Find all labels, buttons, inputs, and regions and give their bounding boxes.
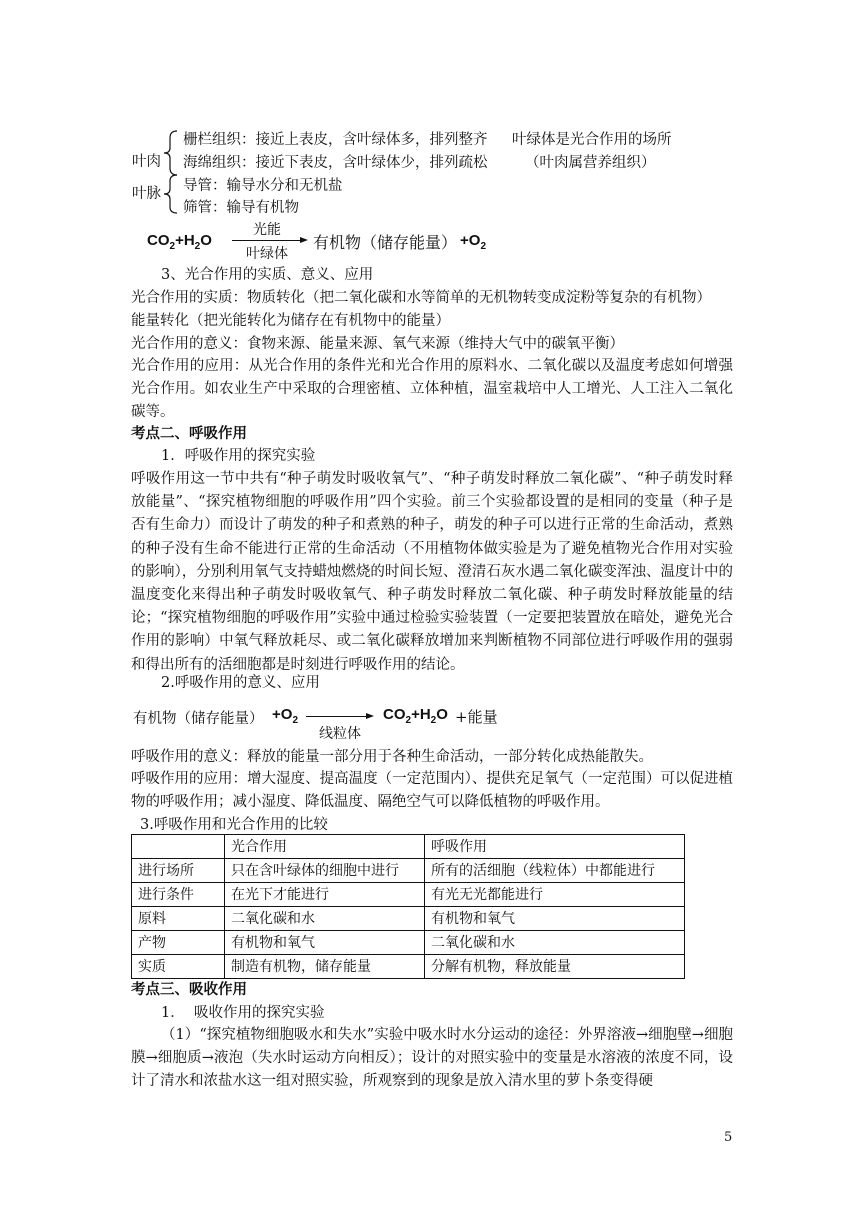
vein-label: 叶脉: [132, 186, 161, 202]
leaf-label: 叶肉: [132, 154, 161, 170]
comparison-title: 3.呼吸作用和光合作用的比较: [140, 817, 328, 833]
table-row: [132, 955, 685, 979]
table-cell: 光合作用: [225, 835, 425, 859]
keypoint2-sub1: 1．呼吸作用的探究实验: [161, 448, 316, 464]
table-cell: 二氧化碳和水: [425, 931, 685, 955]
table-row: [132, 835, 685, 859]
photo-meaning: 光合作用的意义：食物来源、能量来源、氧气来源（维持大气中的碳氧平衡）: [131, 336, 624, 352]
photo-eq-oxygen: $+O_2$: [460, 232, 486, 252]
resp-eq-condition-mitochondria: 线粒体: [319, 726, 361, 742]
keypoint2-title: 考点二、呼吸作用: [131, 425, 247, 442]
table-cell: 只在含叶绿体的细胞中进行: [225, 859, 425, 883]
table-cell: 所有的活细胞（线粒体）中都能进行: [425, 859, 685, 883]
leaf-palisade: 栅栏组织：接近上表皮，含叶绿体多，排列整齐: [183, 132, 488, 148]
table-cell: 实质: [132, 955, 225, 979]
section3-title: 3、光合作用的实质、意义、应用: [161, 267, 374, 283]
vein-brace-icon: [163, 174, 179, 214]
resp-eq-energy: +能量: [455, 708, 498, 726]
vein-phloem: 筛管：输导有机物: [183, 200, 299, 216]
photo-eq-condition-chloroplast: 叶绿体: [246, 246, 288, 262]
resp-eq-oxygen: $+O_2$: [272, 706, 298, 726]
photo-eq-arrow: [232, 240, 302, 241]
leaf-spongy: 海绵组织：接近下表皮，含叶绿体少，排列疏松: [183, 155, 488, 171]
photo-eq-condition-light: 光能: [253, 222, 281, 238]
table-cell: 原料: [132, 907, 225, 931]
photo-eq-product: 有机物（储存能量）: [313, 233, 458, 252]
table-cell: 进行场所: [132, 859, 225, 883]
table-row: [132, 883, 685, 907]
keypoint3-sub1: 1． 吸收作用的探究实验: [161, 1005, 325, 1021]
page-number: 5: [724, 1130, 733, 1145]
table-cell: 呼吸作用: [425, 835, 685, 859]
table-cell: 分解有机物，释放能量: [425, 955, 685, 979]
leaf-note-chloroplast: 叶绿体是光合作用的场所: [512, 132, 672, 148]
table-cell: 产物: [132, 931, 225, 955]
photo-essence-matter: 光合作用的实质：物质转化（把二氧化碳和水等简单的无机物转变成淀粉等复杂的有机物）: [131, 290, 711, 306]
photo-eq-arrow-head-icon: [300, 237, 308, 243]
table-row: [132, 931, 685, 955]
table-cell: 进行条件: [132, 883, 225, 907]
table-cell: 有光无光都能进行: [425, 883, 685, 907]
table-row: [132, 907, 685, 931]
photo-essence-energy: 能量转化（把光能转化为储存在有机物中的能量）: [131, 313, 450, 329]
table-cell: 制造有机物，储存能量: [225, 955, 425, 979]
table-row: [132, 859, 685, 883]
table-cell: 在光下才能进行: [225, 883, 425, 907]
resp-eq-reactant: 有机物（储存能量）: [133, 711, 264, 727]
keypoint3-title: 考点三、吸收作用: [131, 981, 247, 998]
respiration-application: 呼吸作用的应用：增大湿度、提高温度（一定范围内）、提供充足氧气（一定范围）可以促进植物的呼吸作用；减小湿度、降低温度、隔绝空气可以降低植物的呼吸作用。: [131, 771, 733, 811]
table-cell: 有机物和氧气: [425, 907, 685, 931]
absorption-experiment-paragraph: （1）“探究植物细胞吸水和失水”实验中吸水时水分运动的途径：外界溶液→细胞壁→细胞膜→细胞质→液泡（失水时运动方向相反）；设计的对照实验中的变量是水溶液的浓度不同，设计了清水和浓盐水这一组对照实验，所观察到的现象是放入清水里的萝卜条变得硬: [131, 1027, 733, 1090]
photo-eq-reactants: $CO_2+H_2O$: [147, 232, 212, 252]
leaf-note-tissue: （叶肉属营养组织）: [525, 155, 656, 171]
respiration-meaning: 呼吸作用的意义：释放的能量一部分用于各种生命活动，一部分转化成热能散失。: [131, 749, 653, 765]
leaf-brace-icon: [163, 130, 179, 176]
comparison-table: [131, 834, 685, 979]
table-cell: 有机物和氧气: [225, 931, 425, 955]
resp-eq-arrow-head-icon: [366, 713, 374, 719]
keypoint2-sub2: 2.呼吸作用的意义、应用: [161, 675, 320, 691]
table-cell: 二氧化碳和水: [225, 907, 425, 931]
photo-application: 光合作用的应用：从光合作用的条件光和光合作用的原料水、二氧化碳以及温度考虑如何增强光合作用。如农业生产中采取的合理密植、立体种植，温室栽培中人工增光、人工注入二氧化碳等。: [131, 358, 733, 421]
table-cell: [132, 835, 225, 859]
respiration-experiments-paragraph: 呼吸作用这一节中共有“种子萌发时吸收氧气”、“种子萌发时释放二氧化碳”、“种子萌发时释放能量”、“探究植物细胞的呼吸作用”四个实验。前三个实验都设置的是相同的变量（种子是否有生命力）而设计了萌发的种子和煮熟的种子，萌发的种子可以进行正常的生命活动，煮熟的种子没有生命不能进行正常的生命活动（不用植物体做实验是为了避免植物光合作用对实验的影响），分别利用氧气支持蜡烛燃烧的时间长短、澄清石灰水遇二氧化碳变浑浊、温度计中的温度变化来得出种子萌发时吸收氧气、种子萌发时释放二氧化碳、种子萌发时释放能量的结论；“探究植物细胞的呼吸作用”实验中通过检验实验装置（一定要把装置放在暗处，避免光合作用的影响）中氧气释放耗尽、或二氧化碳释放增加来判断植物不同部位进行呼吸作用的强弱和得出所有的活细胞都是时刻进行呼吸作用的结论。: [131, 471, 733, 673]
vein-xylem: 导管：输导水分和无机盐: [183, 178, 343, 194]
resp-eq-arrow: [306, 716, 368, 717]
resp-eq-products: $CO_2+H_2O$: [383, 706, 448, 726]
